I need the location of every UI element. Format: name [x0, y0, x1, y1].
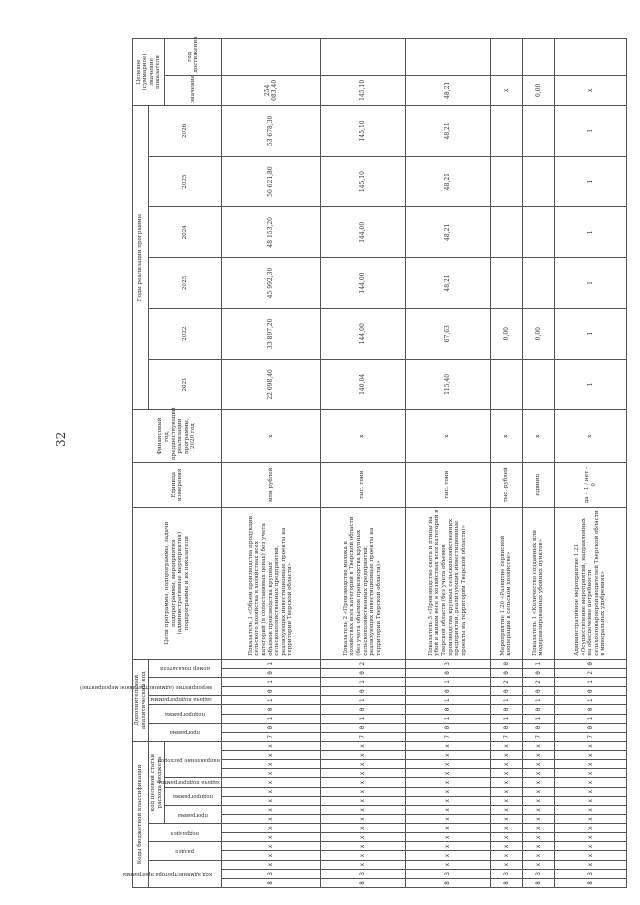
year-value-cell: 48,21 [405, 106, 490, 157]
fin-year-header: Финансовый год, предшествующий реализации программы, 2020 год [133, 410, 222, 463]
code-digit-cell: x [320, 860, 405, 869]
code-digit-cell: x [222, 741, 320, 750]
code-digit-cell: x [405, 741, 490, 750]
code-digit-cell: 0 [555, 659, 627, 668]
header-row-1 [133, 39, 149, 888]
code-digit-cell: 1 [405, 714, 490, 723]
year-value-cell: 50 621,80 [222, 156, 320, 207]
year-value-cell: 1 [555, 258, 627, 309]
code-digit-cell: x [405, 824, 490, 833]
code-digit-cell: 7 [522, 732, 554, 741]
additional-code-header: Дополнительный аналитический код [133, 659, 149, 741]
code-digit-cell: 0 [490, 659, 522, 668]
code-digit-cell: 0 [522, 723, 554, 732]
code-digit-cell: 3 [490, 869, 522, 878]
target-value-header: значение [165, 75, 222, 105]
code-digit-cell: 2 [490, 678, 522, 687]
program-indicators-table [80, 36, 627, 888]
year-header-1: 2021 [149, 359, 222, 410]
direction-code-header: направление расходов [165, 741, 222, 778]
analytic-program-header: программа [149, 723, 222, 741]
table-row [405, 39, 490, 888]
year-value-cell [522, 106, 554, 157]
code-digit-cell: 0 [320, 687, 405, 696]
year-value-cell: 48,21 [405, 156, 490, 207]
fin-year-cell: x [320, 410, 405, 463]
code-digit-cell: x [222, 769, 320, 778]
code-digit-cell: x [405, 796, 490, 805]
code-digit-cell: 0 [320, 723, 405, 732]
year-value-cell: 48 153,20 [222, 207, 320, 258]
code-digit-cell: 3 [320, 869, 405, 878]
code-digit-cell: x [320, 824, 405, 833]
code-digit-cell: x [222, 842, 320, 851]
code-digit-cell: 1 [222, 678, 320, 687]
code-digit-cell: x [320, 805, 405, 814]
code-digit-cell: x [320, 787, 405, 796]
code-digit-cell: 0 [555, 723, 627, 732]
unit-cell: тыс. рублей [490, 462, 522, 507]
code-digit-cell: 0 [222, 687, 320, 696]
code-digit-cell: x [555, 778, 627, 787]
year-value-cell [490, 359, 522, 410]
goals-header: Цели программы, подпрограммы, задачи подпрограммы, мероприятия (административные мероприятия) подпрограммы и их показатели [133, 507, 222, 659]
goal-cell: Административное мероприятие 1.21 «Осуществление мероприятий, направленных на обеспечение потребности сельхозтоваропроизводителей Тверской области в минеральных удобрениях» [555, 507, 627, 659]
code-digit-cell: x [320, 833, 405, 842]
goal-cell: Мероприятие 1.20 «Развитие сервисной кооперации в сельском хозяйстве» [490, 507, 522, 659]
code-digit-cell: 1 [490, 714, 522, 723]
code-digit-cell: x [522, 778, 554, 787]
code-digit-cell: 0 [490, 723, 522, 732]
code-digit-cell: 1 [522, 714, 554, 723]
code-digit-cell: x [522, 815, 554, 824]
code-digit-cell: 0 [405, 705, 490, 714]
task-code-header: задача подпрограммы [165, 778, 222, 787]
analytic-indicator-header: номер показателя [149, 659, 222, 677]
code-digit-cell: 7 [405, 732, 490, 741]
years-header: Годы реализации программы [133, 106, 149, 410]
code-digit-cell: x [405, 805, 490, 814]
fin-year-cell: x [405, 410, 490, 463]
year-header-6: 2026 [149, 106, 222, 157]
year-value-cell [490, 207, 522, 258]
year-value-cell [522, 207, 554, 258]
year-value-cell: 0,00 [522, 308, 554, 359]
code-digit-cell: x [320, 769, 405, 778]
code-digit-cell: x [320, 815, 405, 824]
code-digit-cell: 3 [555, 869, 627, 878]
code-digit-cell: 0 [405, 668, 490, 677]
goal-cell: Показатель 1 «Количество созданных или модернизированных убойных пунктов» [522, 507, 554, 659]
year-header-5: 2025 [149, 156, 222, 207]
code-digit-cell: x [555, 796, 627, 805]
year-value-cell: 144,00 [320, 258, 405, 309]
code-digit-cell: 1 [320, 714, 405, 723]
code-digit-cell: x [555, 769, 627, 778]
code-digit-cell: 0 [490, 668, 522, 677]
code-digit-cell: x [490, 760, 522, 769]
code-digit-cell: 0 [522, 705, 554, 714]
code-digit-cell: x [522, 805, 554, 814]
code-digit-cell: 8 [522, 878, 554, 887]
code-digit-cell: x [405, 751, 490, 760]
fin-year-cell: x [555, 410, 627, 463]
code-digit-cell: 1 [320, 678, 405, 687]
code-digit-cell: 2 [522, 678, 554, 687]
code-digit-cell: x [405, 851, 490, 860]
year-value-cell [490, 258, 522, 309]
target-value-cell: x [555, 75, 627, 105]
code-digit-cell: x [555, 741, 627, 750]
year-value-cell: 145,10 [320, 156, 405, 207]
code-digit-cell: 1 [522, 696, 554, 705]
year-value-cell [522, 258, 554, 309]
code-digit-cell: x [490, 824, 522, 833]
target-value-cell: 145,10 [320, 75, 405, 105]
fin-year-cell: x [522, 410, 554, 463]
code-digit-cell: x [320, 778, 405, 787]
code-digit-cell: 7 [320, 732, 405, 741]
table-row [522, 39, 554, 888]
code-digit-cell: x [222, 778, 320, 787]
budget-codes-header: Коды бюджетной классификации [133, 741, 149, 887]
subprogram-code-header: подпрограмма [165, 787, 222, 805]
code-digit-cell: 7 [490, 732, 522, 741]
code-digit-cell: x [555, 824, 627, 833]
code-digit-cell: x [555, 751, 627, 760]
code-digit-cell: 3 [405, 869, 490, 878]
year-value-cell: 115,40 [405, 359, 490, 410]
code-digit-cell: x [222, 805, 320, 814]
analytic-task-header: задача подпрограммы [149, 696, 222, 705]
document-table-container [80, 36, 627, 888]
code-digit-cell: 0 [320, 705, 405, 714]
code-digit-cell: 0 [222, 723, 320, 732]
year-value-cell: 1 [555, 359, 627, 410]
target-year-cell [490, 39, 522, 76]
target-value-cell: x [490, 75, 522, 105]
code-digit-cell: x [522, 751, 554, 760]
analytic-measure-header: мероприятие (административное мероприятие) [149, 678, 222, 696]
code-digit-cell: 8 [222, 878, 320, 887]
code-digit-cell: x [522, 769, 554, 778]
code-digit-cell: x [405, 787, 490, 796]
code-digit-cell: 0 [522, 687, 554, 696]
target-value-cell: 254 083,40 [222, 75, 320, 105]
code-digit-cell: 7 [555, 732, 627, 741]
year-header-3: 2023 [149, 258, 222, 309]
code-digit-cell: x [222, 824, 320, 833]
year-value-cell [490, 106, 522, 157]
year-value-cell: 144,00 [320, 207, 405, 258]
code-digit-cell: x [222, 815, 320, 824]
code-digit-cell: 3 [405, 659, 490, 668]
code-digit-cell: x [222, 787, 320, 796]
year-value-cell [522, 156, 554, 207]
code-digit-cell: 2 [555, 668, 627, 677]
year-value-cell: 22 098,40 [222, 359, 320, 410]
year-value-cell: 67,63 [405, 308, 490, 359]
code-digit-cell: x [222, 760, 320, 769]
code-digit-cell: x [490, 833, 522, 842]
code-digit-cell: x [522, 741, 554, 750]
code-digit-cell: 1 [555, 696, 627, 705]
code-digit-cell: x [222, 751, 320, 760]
code-digit-cell: 3 [522, 869, 554, 878]
code-digit-cell: 1 [222, 714, 320, 723]
goal-cell: Показатель 3 «Производство скота и птицы на убой в живом весе в хозяйствах всех категорий в Тверской области (без учета объемов производства крупных сельскохозяйственных предприятий, реализующих инвестиционные проекты на территории Тверской области)» [405, 507, 490, 659]
code-digit-cell: x [405, 833, 490, 842]
target-year-cell [522, 39, 554, 76]
page-number: 32 [54, 431, 68, 447]
code-digit-cell: x [222, 833, 320, 842]
code-digit-cell: x [555, 860, 627, 869]
table-row [222, 39, 320, 888]
code-digit-cell: x [490, 741, 522, 750]
target-year-cell [555, 39, 627, 76]
code-digit-cell: 8 [555, 878, 627, 887]
unit-header: Единица измерения [133, 462, 222, 507]
section-header: раздел [149, 842, 222, 860]
year-value-cell: 33 897,20 [222, 308, 320, 359]
code-digit-cell: x [320, 851, 405, 860]
code-digit-cell: 1 [222, 696, 320, 705]
code-digit-cell: 2 [320, 659, 405, 668]
unit-cell: тыс. тонн [405, 462, 490, 507]
target-value-cell: 48,21 [405, 75, 490, 105]
code-digit-cell: x [555, 842, 627, 851]
expense-code-header: код целевой статьи расхода бюджета [149, 741, 165, 823]
code-digit-cell: x [405, 860, 490, 869]
code-digit-cell: x [522, 824, 554, 833]
code-digit-cell: x [320, 796, 405, 805]
unit-cell: млн рублей [222, 462, 320, 507]
fin-year-cell: x [222, 410, 320, 463]
code-digit-cell: x [490, 778, 522, 787]
code-digit-cell: 0 [522, 668, 554, 677]
code-digit-cell: 7 [222, 732, 320, 741]
code-digit-cell: x [320, 760, 405, 769]
year-value-cell: 0,00 [490, 308, 522, 359]
code-digit-cell: x [555, 760, 627, 769]
goal-cell: Показатель 1 «Объем производства продукции сельского хозяйства в хозяйствах всех категорий (в сопоставимых ценах) без учета объемов производства крупных сельскохозяйственных предприятий, реализующих инвестиционные проекты на территории Тверской области» [222, 507, 320, 659]
year-value-cell: 48,21 [405, 258, 490, 309]
code-digit-cell: x [522, 787, 554, 796]
code-digit-cell: 1 [522, 659, 554, 668]
program-code-header: программа [165, 805, 222, 823]
code-digit-cell: x [555, 815, 627, 824]
code-digit-cell: 8 [320, 878, 405, 887]
code-digit-cell: 0 [405, 723, 490, 732]
code-digit-cell: 8 [490, 878, 522, 887]
code-digit-cell: x [405, 842, 490, 851]
code-digit-cell: x [222, 851, 320, 860]
code-digit-cell: x [320, 842, 405, 851]
year-value-cell: 140,04 [320, 359, 405, 410]
code-digit-cell: 1 [320, 696, 405, 705]
code-digit-cell: 8 [405, 878, 490, 887]
year-value-cell [522, 359, 554, 410]
code-digit-cell: x [405, 778, 490, 787]
unit-cell: единиц [522, 462, 554, 507]
code-digit-cell: 1 [405, 678, 490, 687]
year-value-cell: 145,10 [320, 106, 405, 157]
code-digit-cell: 1 [555, 714, 627, 723]
table-row [490, 39, 522, 888]
target-value-cell: 0,00 [522, 75, 554, 105]
year-header-2: 2022 [149, 308, 222, 359]
code-digit-cell: 3 [222, 869, 320, 878]
year-value-cell: 1 [555, 308, 627, 359]
unit-cell: да – 1 / нет – 0 [555, 462, 627, 507]
year-value-cell: 48,21 [405, 207, 490, 258]
unit-cell: тыс. тонн [320, 462, 405, 507]
code-digit-cell: 0 [405, 687, 490, 696]
code-digit-cell: x [222, 860, 320, 869]
table-row [555, 39, 627, 888]
year-value-cell: 1 [555, 156, 627, 207]
code-digit-cell: 1 [555, 678, 627, 687]
code-digit-cell: x [405, 815, 490, 824]
year-value-cell [490, 156, 522, 207]
admin-code-header: код администратора программы [149, 860, 222, 887]
fin-year-cell: x [490, 410, 522, 463]
code-digit-cell: 0 [555, 705, 627, 714]
code-digit-cell: x [490, 815, 522, 824]
code-digit-cell: x [490, 860, 522, 869]
target-year-cell [222, 39, 320, 76]
code-digit-cell: x [555, 787, 627, 796]
code-digit-cell: x [320, 741, 405, 750]
code-digit-cell: 0 [222, 705, 320, 714]
code-digit-cell: x [490, 796, 522, 805]
code-digit-cell: x [490, 842, 522, 851]
code-digit-cell: x [522, 860, 554, 869]
year-value-cell: 144,00 [320, 308, 405, 359]
code-digit-cell: x [555, 805, 627, 814]
code-digit-cell: x [490, 851, 522, 860]
code-digit-cell: x [522, 833, 554, 842]
code-digit-cell: x [490, 751, 522, 760]
target-year-cell [405, 39, 490, 76]
code-digit-cell: 1 [222, 659, 320, 668]
subsection-header: подраздел [149, 824, 222, 842]
code-digit-cell: x [320, 751, 405, 760]
code-digit-cell: 0 [490, 687, 522, 696]
goal-cell: Показатель 2 «Производство молока в хозяйствах всех категорий в Тверской области (без учета объемов производства крупных сельскохозяйственных предприятий, реализующих инвестиционные проекты на территории Тверской области)» [320, 507, 405, 659]
year-value-cell: 45 992,30 [222, 258, 320, 309]
code-digit-cell: 1 [490, 696, 522, 705]
analytic-subprogram-header: подпрограмма [149, 705, 222, 723]
code-digit-cell: x [522, 760, 554, 769]
code-digit-cell: 0 [222, 668, 320, 677]
year-value-cell: 1 [555, 207, 627, 258]
code-digit-cell: x [490, 805, 522, 814]
code-digit-cell: x [405, 769, 490, 778]
year-value-cell: 53 678,30 [222, 106, 320, 157]
target-header: Целевое (суммарное) значение показателя [133, 39, 165, 106]
code-digit-cell: x [522, 851, 554, 860]
code-digit-cell: x [222, 796, 320, 805]
code-digit-cell: x [490, 787, 522, 796]
year-header-4: 2024 [149, 207, 222, 258]
code-digit-cell: x [490, 769, 522, 778]
code-digit-cell: 0 [555, 687, 627, 696]
code-digit-cell: x [522, 796, 554, 805]
code-digit-cell: 0 [490, 705, 522, 714]
code-digit-cell: 0 [320, 668, 405, 677]
code-digit-cell: x [522, 842, 554, 851]
year-value-cell: 1 [555, 106, 627, 157]
code-digit-cell: x [555, 833, 627, 842]
code-digit-cell: x [405, 760, 490, 769]
code-digit-cell: x [555, 851, 627, 860]
target-year-cell [320, 39, 405, 76]
code-digit-cell: 1 [405, 696, 490, 705]
table-row [320, 39, 405, 888]
target-year-header: год достижения [165, 39, 222, 76]
